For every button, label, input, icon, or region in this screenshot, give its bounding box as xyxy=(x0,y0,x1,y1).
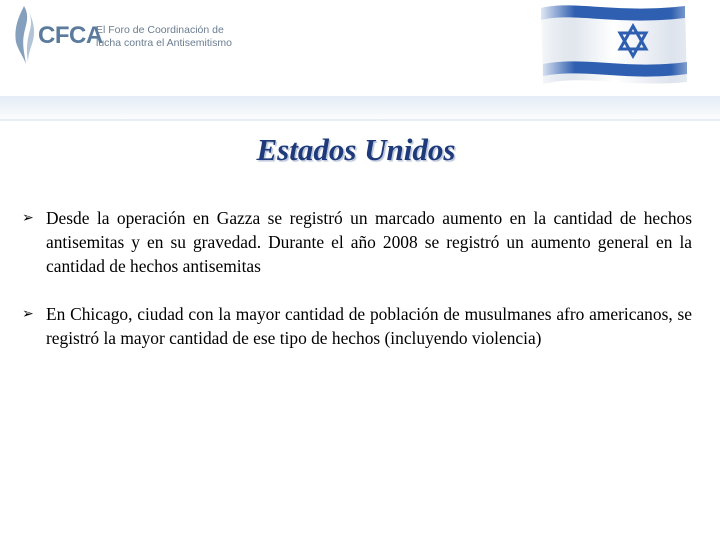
bullet-item xyxy=(18,302,692,350)
slide-title: Estados Unidos xyxy=(256,132,456,167)
logo-acronym: CFCA xyxy=(38,22,103,49)
header-divider xyxy=(0,119,720,121)
bullet-text: En Chicago, ciudad con la mayor cantidad de población de musulmanes afro americanos, se registró la mayor cantidad de ese tipo de hechos (incluyendo violencia) xyxy=(46,304,692,348)
logo-tagline-line2: lucha contra el Antisemitismo xyxy=(96,37,232,49)
bullet-text: Desde la operación en Gazza se registró un marcado aumento en la cantidad de hechos antisemitas y en su gravedad. Durante el año 2008 se registró un aumento general en la cantidad de hechos antisemitas xyxy=(46,208,692,276)
logo-tagline-line1: El Foro de Coordinación de xyxy=(96,24,224,36)
arrow-bullet-icon: ➢ xyxy=(22,210,34,226)
arrow-bullet-icon: ➢ xyxy=(22,306,34,322)
israel-flag-image xyxy=(535,0,695,88)
cfca-logo xyxy=(6,4,236,68)
bullet-item xyxy=(18,206,692,278)
bullet-list xyxy=(18,206,692,374)
